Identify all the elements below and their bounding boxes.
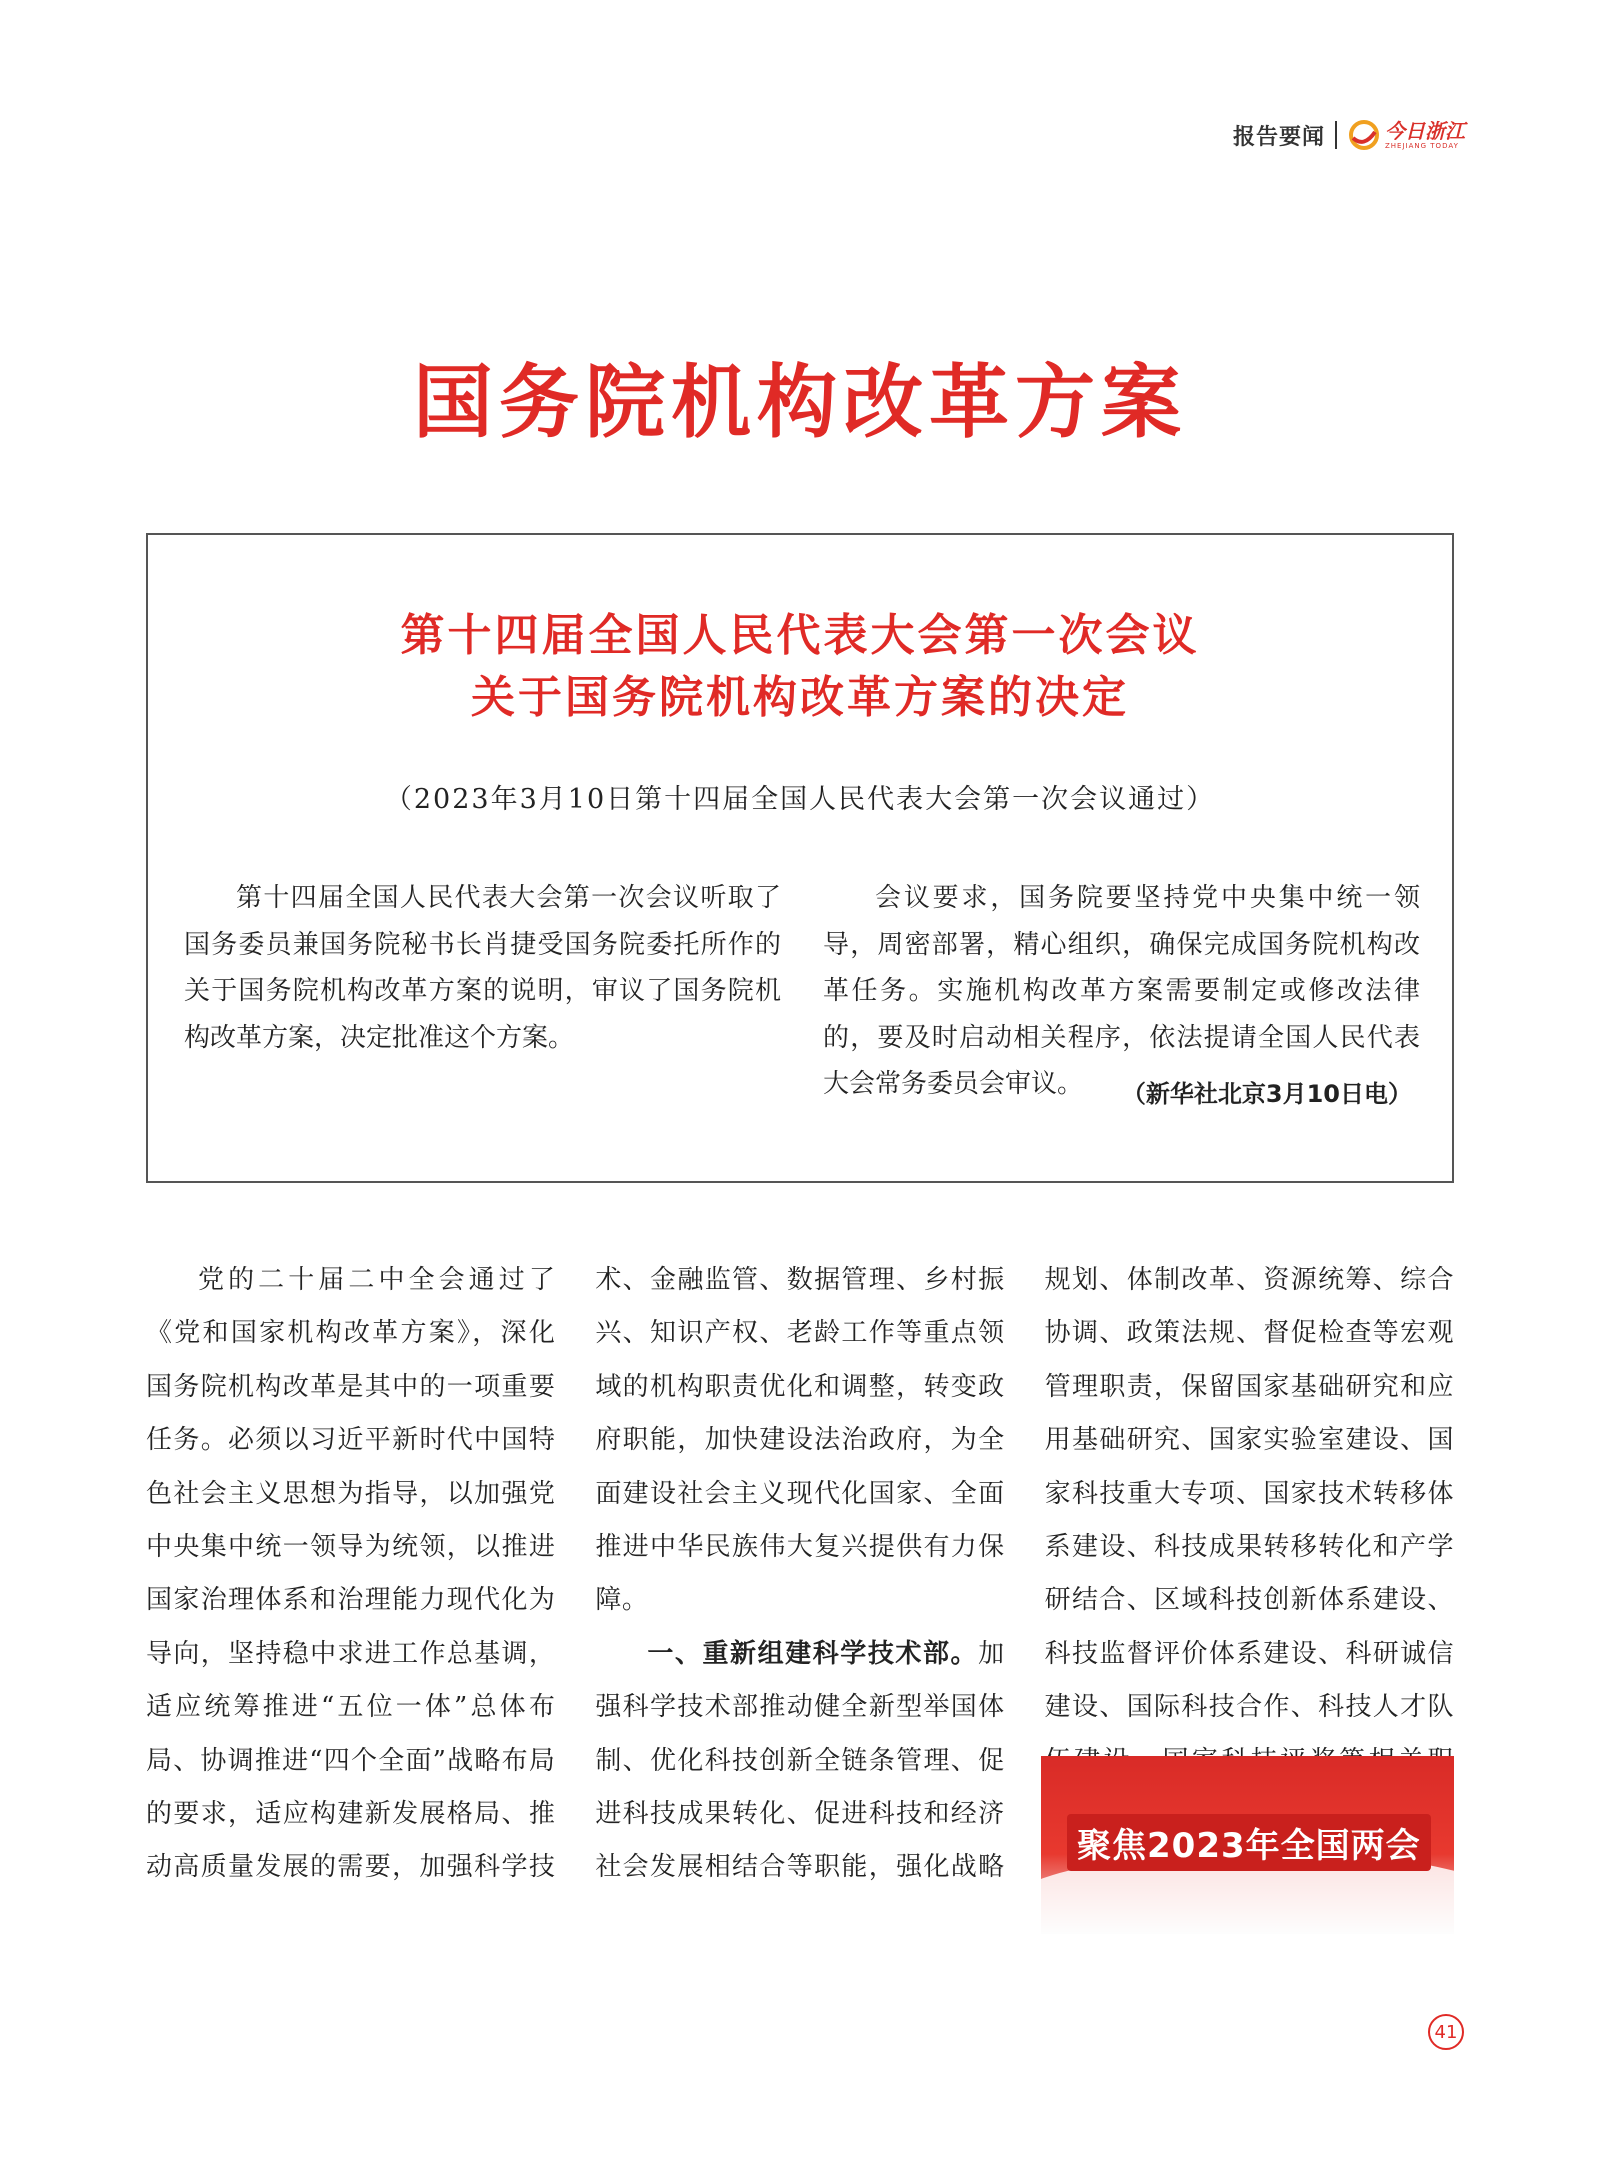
section-body: 加强科学技术部推动健全新型举国体制、优化科技创新全链条管理、促进科技成果转化、促进科技和经济社会发展相结合等职能，强化战略规划、体制改革、资源统筹、综合协调、政策法规、督促检查等宏观管理职责，保留国家基础研究和应用基础研究、国家实验室建设、国家科技重大专项、国家技术转移体系建设、科技成果转移转化和产学研结合、区域科技创新体系建设、科技监督评价体系建设、科研诚信建设、国际科技合作、科技人才队 [595, 1265, 1454, 1883]
decision-title [148, 605, 1452, 729]
dateline: （新华社北京3月10日电） [1121, 1080, 1412, 1108]
decision-note: （2023年3月10日第十四届全国人民代表大会第一次会议通过） [384, 784, 1216, 815]
page-title: 国务院机构改革方案 [413, 356, 1187, 449]
page-number: 41 [1428, 2014, 1464, 2050]
section-heading: 一、重新组建科学技术部。 [647, 1638, 979, 1669]
decision-body [184, 875, 1420, 1108]
page-header [1233, 118, 1465, 152]
header-divider [1335, 121, 1337, 149]
logo-subtext: ZHEJIANG TODAY [1385, 141, 1459, 150]
logo-text: 今日浙江 [1385, 118, 1465, 143]
publication-logo [1347, 118, 1465, 152]
decision-title-line-2: 关于国务院机构改革方案的决定 [471, 672, 1129, 723]
article-paragraph: 党的二十届二中全会通过了《党和国家机构改革方案》，深化国务院机构改革是其中的一项重要任务。必须以习近平新时代中国特色社会主义思想为指导，以加强党中央集中统一领导为统领，以推进国家治理体系和治理能力现代化为导向，坚持稳中求进工作总基调，适应统筹推进“五位一体”总体布局、协调推进“四个全面”战略布局的要求，适应构建新发展格局、推动高质量发展的需要，加强科学技术、金融监管、数据管理、乡村振兴、知识产权、老龄工作等重点领域的机构职责优化和调整，转变政府职能，加快建设法治政府，为全面建设社会主义现代化国家、全面推进中华民族伟大复兴提供有力保障。 [146, 1265, 1005, 1883]
section-label: 报告要闻 [1232, 124, 1325, 150]
decision-paragraph: 会议要求，国务院要坚持党中央集中统一领导，周密部署，精心组织，确保完成国务院机构改革任务。实施机构改革方案需要制定或修改法律的，要及时启动相关程序，依法提请全国人民代表大会常务委员会审议。 [823, 883, 1420, 1099]
logo-swirl-icon [1347, 118, 1381, 152]
decision-paragraph: 第十四届全国人民代表大会第一次会议听取了国务委员兼国务院秘书长肖捷受国务院委托所作的关于国务院机构改革方案的说明，审议了国务院机构改革方案，决定批准这个方案。 [184, 883, 781, 1053]
promo-label: 聚焦2023年全国两会 [1067, 1814, 1431, 1871]
decision-title-line-1: 第十四届全国人民代表大会第一次会议 [400, 610, 1200, 661]
decision-box [146, 533, 1454, 1183]
promo-banner[interactable] [1041, 1756, 1454, 1934]
